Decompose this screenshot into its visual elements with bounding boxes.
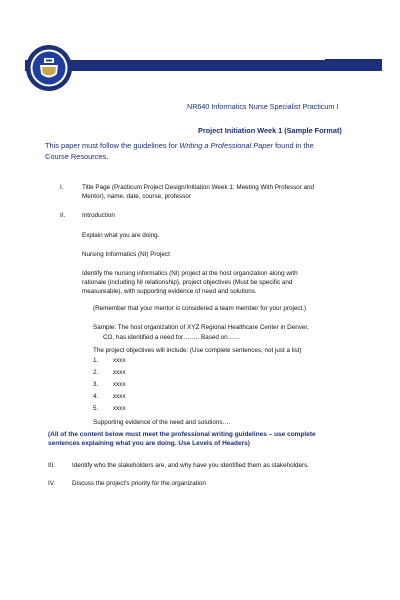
- intro-paragraph: [45, 141, 365, 162]
- outline-item-i-line1: Title Page (Practicum Project Design/Initiation Week 1: Meeting With Professor and: [82, 184, 315, 191]
- list-item: [93, 381, 126, 390]
- outline-number-i: I.: [60, 184, 64, 191]
- remember-note: (Remember that your mentor is considered a team member for your project.): [93, 305, 307, 312]
- outline-number-iv: IV.: [48, 480, 56, 487]
- note-line1: (All of the content below must meet the professional writing guidelines – use complete: [48, 431, 316, 438]
- supporting-line: Supporting evidence of the need and solutions….: [93, 419, 231, 426]
- outline-item-iii: Identify who the stakeholders are, and why have you identified them as stakeholders.: [72, 462, 309, 469]
- intro-text-line2: Course Resources.: [45, 151, 109, 161]
- outline-number-iii: III.: [48, 462, 55, 469]
- list-item-number: 4.: [93, 393, 99, 401]
- list-item-text: xxxx: [113, 369, 126, 377]
- objectives-line: The project objectives will include: (Use complete sentences, not just a list): [93, 347, 302, 354]
- list-item-text: xxxx: [113, 357, 126, 364]
- outline-item-i-line2: Mentor), name, date, course, professor: [82, 192, 191, 200]
- ni-project-heading: Nursing Informatics (NI) Project: [82, 251, 170, 258]
- header-banner: [25, 60, 382, 71]
- list-item-text: xxxx: [113, 381, 126, 389]
- list-item-number: 2.: [93, 369, 99, 377]
- list-item-number: 3.: [93, 381, 99, 389]
- outline-item-i: [82, 184, 382, 202]
- intro-text-after: found in the: [273, 141, 314, 150]
- course-title: NR640 Informatics Nurse Specialist Practicum I: [187, 102, 339, 111]
- explain-line: Explain what you are doing.: [82, 232, 160, 239]
- list-item-number: 5.: [93, 405, 99, 413]
- outline-item-ii: Introduction: [82, 212, 115, 219]
- identify-line2: rationale (including NI relationship), project objectives (Must be specific and: [82, 278, 293, 286]
- objectives-list: [93, 357, 126, 414]
- list-item: [93, 405, 126, 414]
- list-item: [93, 393, 126, 402]
- note-line2: sentences explaining what you are doing. Use Levels of Headers): [48, 440, 250, 448]
- identify-line1: Identify the nursing informatics (NI) project at the host organization along with: [82, 270, 298, 277]
- writing-guidelines-note: [48, 430, 383, 448]
- list-item: [93, 369, 126, 378]
- intro-guideline-link-text: Writing a Professional Paper: [179, 141, 274, 150]
- intro-text-before: This paper must follow the guidelines for: [45, 141, 180, 150]
- university-seal-icon: [25, 44, 73, 92]
- list-item-text: xxxx: [113, 405, 126, 413]
- outline-item-iv: Discuss the project's priority for the organization: [72, 480, 206, 487]
- sample-line2: CO, has identified a need for…….. Based on……: [103, 334, 241, 341]
- list-item: [93, 357, 126, 366]
- outline-number-ii: II.: [60, 212, 66, 219]
- identify-paragraph: [82, 270, 382, 296]
- sample-line1: Sample: The host organization of XYZ Regional Healthcare Center in Denver,: [93, 324, 309, 331]
- list-item-text: xxxx: [113, 393, 126, 401]
- document-title: Project Initiation Week 1 (Sample Format): [198, 126, 342, 135]
- list-item-number: 1.: [93, 357, 99, 364]
- identify-line3: measureable), with supporting evidence of need and solutions.: [82, 287, 257, 295]
